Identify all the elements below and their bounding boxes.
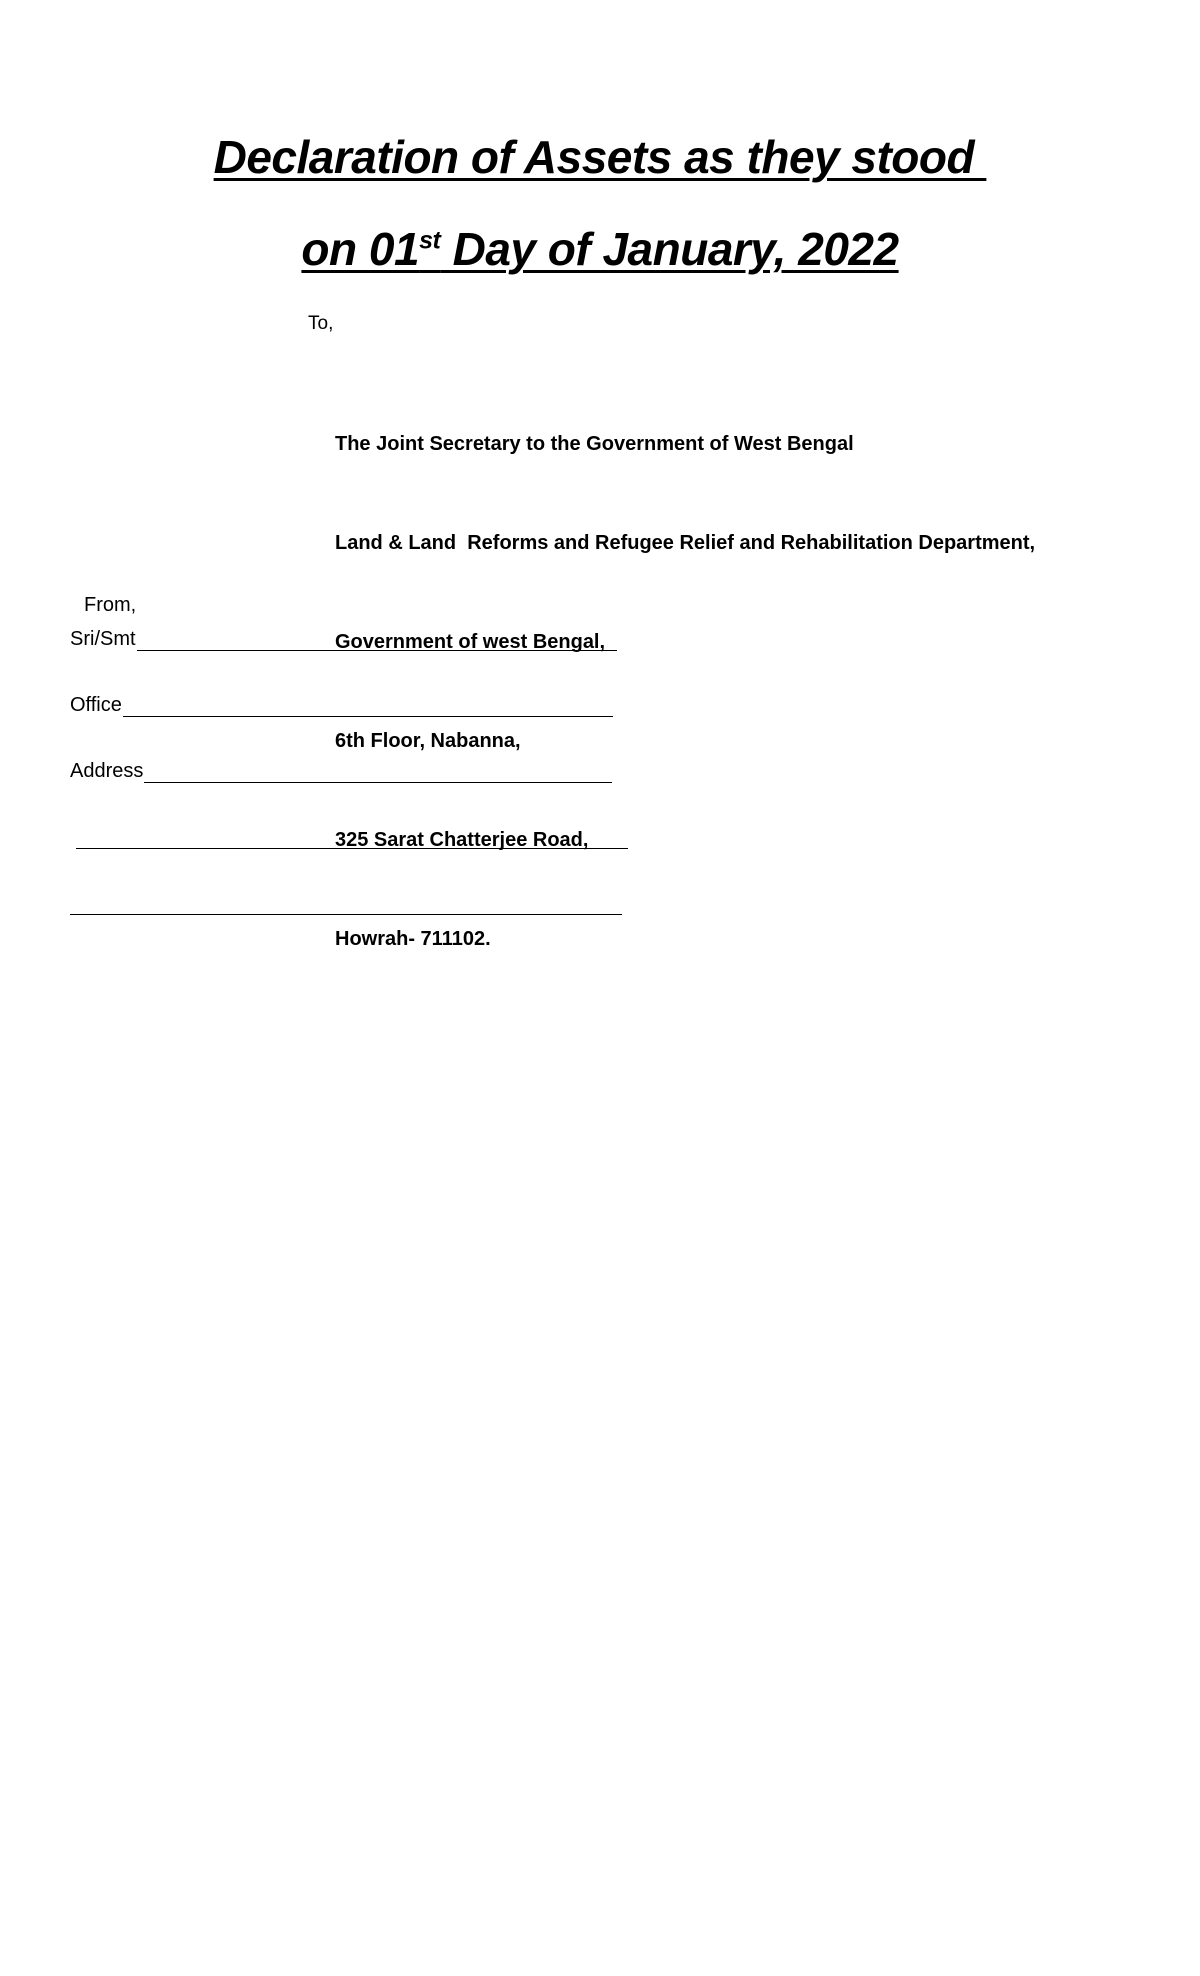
- address-field[interactable]: [70, 760, 612, 783]
- title-line-2-prefix: on 01: [301, 223, 420, 275]
- recipient-line: The Joint Secretary to the Government of West Bengal: [335, 433, 854, 455]
- address-blank[interactable]: [144, 762, 612, 783]
- address-blank-line-3[interactable]: [70, 914, 622, 915]
- sri-smt-blank[interactable]: [137, 630, 617, 651]
- document-title-line-1: [0, 130, 1200, 184]
- sri-smt-field[interactable]: [70, 628, 617, 651]
- title-line-2-text: [301, 223, 898, 275]
- recipient-line: Howrah- 711102.: [335, 928, 491, 950]
- office-blank[interactable]: [123, 696, 613, 717]
- to-label: To,: [308, 313, 334, 334]
- title-line-2-suffix: Day of January, 2022: [440, 223, 899, 275]
- recipient-line: Government of west Bengal,: [335, 631, 606, 653]
- address-label: Address: [70, 760, 144, 782]
- address-blank-line-2[interactable]: [76, 848, 628, 849]
- document-title-line-2: [0, 222, 1200, 276]
- recipient-line: Land & Land Reforms and Refugee Relief and Rehabilitation Department,: [335, 532, 1036, 554]
- office-field[interactable]: [70, 694, 613, 717]
- recipient-line: 6th Floor, Nabanna,: [335, 730, 521, 752]
- title-line-1-text: Declaration of Assets as they stood: [213, 131, 987, 183]
- recipient-address-block: [335, 362, 1035, 1022]
- from-label: From,: [84, 594, 137, 616]
- recipient-line: 325 Sarat Chatterjee Road,: [335, 829, 589, 851]
- sri-smt-label: Sri/Smt: [70, 628, 136, 650]
- office-label: Office: [70, 694, 122, 716]
- title-line-2-superscript: st: [419, 226, 441, 255]
